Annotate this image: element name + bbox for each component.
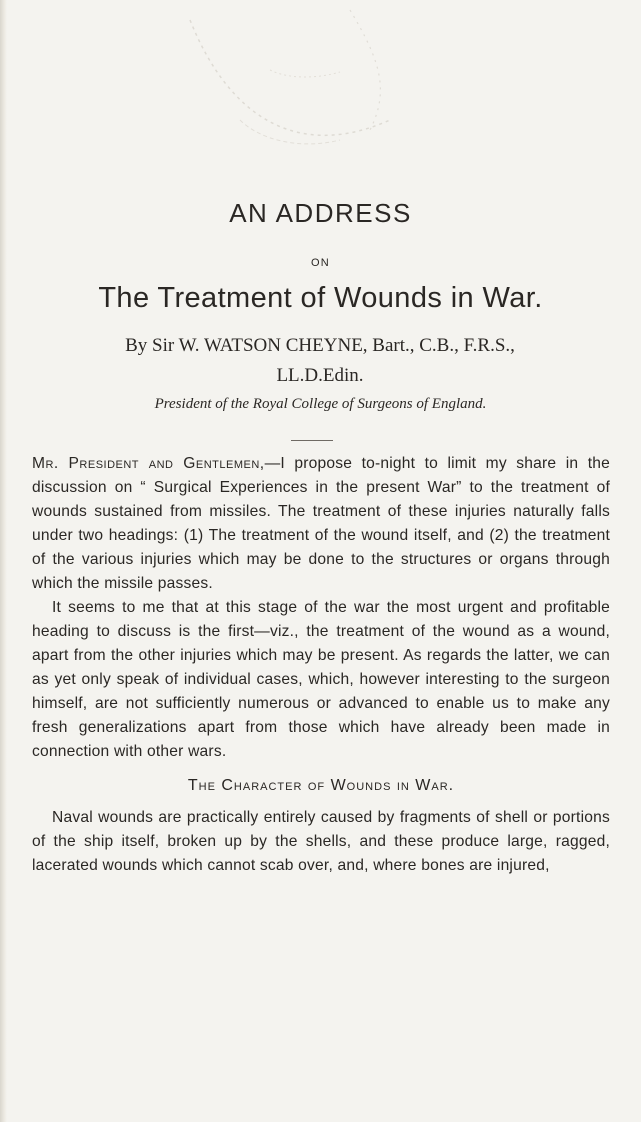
heading-connector: ON — [311, 257, 330, 269]
document-title: The Treatment of Wounds in War. — [98, 282, 543, 314]
author-line: By Sir W. WATSON CHEYNE, Bart., C.B., F.R.S., — [125, 335, 515, 356]
paragraph-3: Naval wounds are practically entirely caused by fragments of shell or portions of the ship itself, broken up by the shells, and these produce large, ragged, lacerated wounds which cannot scab over, and, where bones are injured, — [32, 809, 610, 874]
salutation: Mr. President and Gentlemen, — [32, 455, 265, 472]
author-affiliation: President of the Royal College of Surgeons of England. — [154, 396, 487, 412]
paragraph-2: It seems to me that at this stage of the war the most urgent and profitable heading to discuss is the first—viz., the treatment of the wound as a wound, apart from the other injuries which may be present. As regards the latter, we can as yet only speak of individual cases, which, however interesting to the surgeon himself, are not sufficiently numerous or advanced to enable us to make any fresh generalizations apart from those which have already been made in connection with other wars. — [32, 599, 610, 760]
author-byline — [30, 331, 610, 391]
paragraph-1 — [32, 452, 610, 596]
page-edge — [0, 0, 7, 1122]
document-heading: AN ADDRESS — [229, 198, 412, 228]
author-degree-line: LL.D.Edin. — [276, 365, 364, 386]
section-heading: The Character of Wounds in War. — [187, 777, 455, 794]
paragraph-1-text: —I propose to-night to limit my share in the discussion on “ Surgical Experiences in the present War” to the treatment of wounds sustained from missiles. The treatment of these injuries naturally falls under two headings: (1) The treatment of the wound itself, and (2) the treatment of the various injuries which may be done to the structures or organs through which the missile passes. — [32, 455, 610, 592]
separator-rule — [291, 440, 333, 441]
ink-bleed-through — [150, 0, 450, 170]
article-body — [32, 452, 610, 878]
